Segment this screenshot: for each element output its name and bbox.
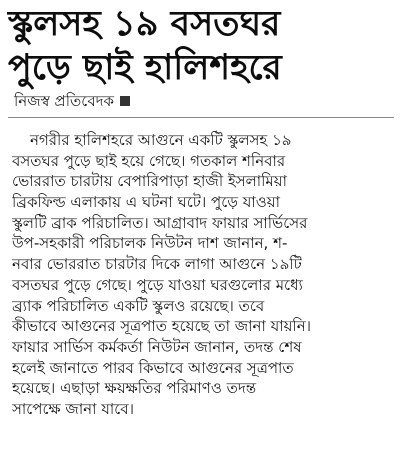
article-body xyxy=(12,130,396,420)
article-line: ব্রিকফিল্ড এলাকায় এ ঘটনা ঘটে। পুড়ে যাওয়া xyxy=(12,193,280,212)
article-line: নবার ভোররাত চারটার দিকে লাগা আগুনে ১৯টি xyxy=(12,255,302,274)
article-line: ভোররাত চারটায় বেপারিপাড়া হাজী ইসলামিয়া xyxy=(12,172,287,191)
article-line: হলেই জানাতে পারব কিভাবে আগুনের সূত্রপাত xyxy=(12,358,294,377)
article-line: বসতঘর পুড়ে ছাই হয়ে গেছে। গতকাল শনিবার xyxy=(12,151,286,170)
article-line: হয়েছে। এছাড়া ক্ষয়ক্ষতির পরিমাণও তদন্ত xyxy=(12,379,257,398)
article-line: নগরীর হালিশহরে আগুনে একটি স্কুলসহ ১৯ xyxy=(30,131,292,149)
article-line: বসতঘর পুড়ে গেছে। পুড়ে যাওয়া ঘরগুলোর মধ্যে xyxy=(12,275,303,294)
article-line: ব্র্যাক পরিচালিত একটি স্কুলও রয়েছে। তবে xyxy=(12,296,265,315)
square-bullet-icon xyxy=(120,96,130,106)
article-line: স্কুলটি ব্রাক পরিচালিত। আগ্রাবাদ ফায়ার সার্ভিসের xyxy=(12,213,308,232)
article-line: উপ-সহকারী পরিচালক নিউটন দাশ জানান, শ- xyxy=(12,234,288,253)
headline-line-2: পুড়ে ছাই হালিশহরে xyxy=(8,48,282,88)
byline-text: নিজস্ব প্রতিবেদক xyxy=(14,92,115,110)
article-line: সাপেক্ষে জানা যাবে। xyxy=(12,399,134,418)
divider xyxy=(8,117,394,118)
headline-line-1: স্কুলসহ ১৯ বসতঘর xyxy=(8,4,281,44)
article-line: কীভাবে আগুনের সূত্রপাত হয়েছে তা জানা যায়নি। xyxy=(12,317,312,336)
article-line: ফায়ার সার্ভিস কর্মকর্তা নিউটন জানান, তদন্ত শেষ xyxy=(12,337,302,356)
byline xyxy=(14,90,130,112)
